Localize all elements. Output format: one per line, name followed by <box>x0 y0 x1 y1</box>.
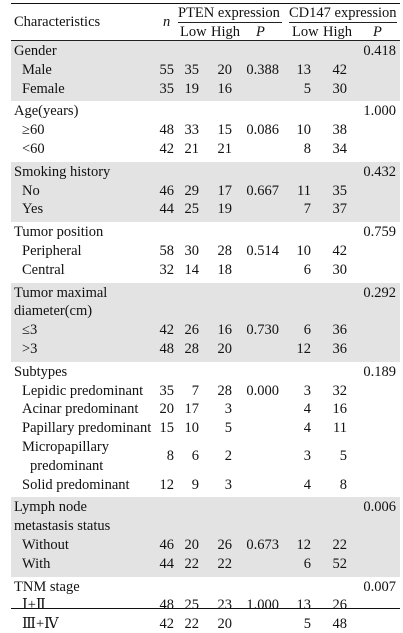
pten-low-value: 25 <box>184 201 199 218</box>
pten-high-value: 20 <box>217 616 232 633</box>
pten-low-value: 9 <box>191 476 199 493</box>
pten-low-value: 29 <box>184 182 199 199</box>
pten-p-value: 0.514 <box>246 243 279 259</box>
cd147-low-value: 12 <box>296 537 311 553</box>
group-label: Gender <box>14 43 57 59</box>
pten-low-value: 22 <box>184 616 199 633</box>
cd147-low-value: 4 <box>303 476 311 493</box>
n-value: 8 <box>166 448 174 465</box>
cd147-p-value: 0.292 <box>363 284 396 301</box>
group-label: TNM stage <box>14 578 80 595</box>
row-label: >3 <box>22 341 38 357</box>
row-label: Lepidic predominant <box>22 382 144 399</box>
header-cd147-high: High <box>323 24 352 40</box>
row-label: Acinar predominant <box>22 401 139 418</box>
pten-high-value: 15 <box>217 122 232 139</box>
cd147-high-value: 5 <box>339 448 347 465</box>
pten-high-value: 16 <box>217 80 232 97</box>
cd147-high-value: 30 <box>332 261 347 278</box>
n-value: 15 <box>159 420 174 437</box>
group-label: diameter(cm) <box>14 303 93 320</box>
pten-low-value: 22 <box>184 555 199 572</box>
cd147-low-value: 5 <box>303 80 311 97</box>
cd147-high-value: 42 <box>332 243 347 259</box>
row-label: ≤3 <box>22 322 38 339</box>
row-label: Papillary predominant <box>22 420 152 437</box>
pten-high-value: 16 <box>217 322 232 339</box>
pten-low-value: 30 <box>184 243 199 259</box>
row-label: Micropapillary <box>22 439 109 455</box>
pten-high-value: 3 <box>224 401 232 418</box>
pten-p-value: 0.673 <box>246 537 279 553</box>
row-label: Female <box>22 80 65 97</box>
cd147-high-value: 11 <box>333 420 347 437</box>
cd147-high-value: 22 <box>332 537 347 553</box>
row-label: Yes <box>22 201 44 218</box>
row-label: Male <box>22 61 52 78</box>
pten-high-value: 23 <box>217 597 232 614</box>
cd147-high-value: 30 <box>332 80 347 97</box>
cd147-high-value: 35 <box>332 182 347 199</box>
row-label: Ⅰ+Ⅱ <box>22 597 46 614</box>
row-label: Solid predominant <box>22 476 130 493</box>
header-pten-low: Low <box>180 24 207 40</box>
cd147-high-value: 26 <box>332 597 347 614</box>
n-value: 55 <box>159 61 174 78</box>
pten-high-value: 26 <box>217 537 232 553</box>
pten-high-value: 20 <box>217 341 232 357</box>
pten-low-value: 26 <box>184 322 199 339</box>
cd147-p-value: 0.432 <box>363 163 396 180</box>
header-pten-p: P <box>256 24 265 40</box>
pten-low-value: 6 <box>191 448 199 465</box>
pten-p-value: 0.730 <box>246 322 279 339</box>
cd147-low-value: 10 <box>296 243 311 259</box>
pten-low-value: 33 <box>184 122 199 139</box>
n-value: 42 <box>159 616 174 633</box>
n-value: 46 <box>159 182 174 199</box>
pten-low-value: 17 <box>184 401 199 418</box>
cd147-high-value: 8 <box>339 476 347 493</box>
pten-low-value: 14 <box>184 261 199 278</box>
pten-high-value: 20 <box>217 61 232 78</box>
cd147-low-value: 7 <box>303 201 311 218</box>
n-value: 48 <box>159 341 174 357</box>
cd147-low-value: 3 <box>303 448 311 465</box>
header-pten-expression: PTEN expression <box>178 5 280 21</box>
cd147-low-value: 5 <box>303 616 311 633</box>
pten-p-value: 0.667 <box>246 182 279 199</box>
pten-high-value: 3 <box>224 476 232 493</box>
cd147-low-value: 10 <box>296 122 311 139</box>
pten-p-value: 0.000 <box>246 382 279 399</box>
pten-high-value: 22 <box>217 555 232 572</box>
pten-low-value: 20 <box>184 537 199 553</box>
group-label: Smoking history <box>14 163 111 180</box>
n-value: 35 <box>159 80 174 97</box>
group-label: Tumor maximal <box>14 284 108 301</box>
cd147-low-value: 6 <box>303 322 311 339</box>
pten-high-value: 28 <box>217 382 232 399</box>
cd147-high-value: 38 <box>332 122 347 139</box>
cd147-high-value: 36 <box>332 322 347 339</box>
n-value: 58 <box>159 243 174 259</box>
n-value: 48 <box>159 122 174 139</box>
pten-low-value: 25 <box>184 597 199 614</box>
n-value: 42 <box>159 141 174 157</box>
group-label: Age(years) <box>14 103 79 120</box>
cd147-high-value: 48 <box>332 616 347 633</box>
n-value: 48 <box>159 597 174 614</box>
cd147-low-value: 13 <box>296 61 311 78</box>
pten-high-value: 21 <box>217 141 232 157</box>
pten-p-value: 0.086 <box>246 122 279 139</box>
cd147-low-value: 11 <box>297 182 311 199</box>
cd147-p-value: 0.759 <box>363 224 396 241</box>
cd147-high-value: 52 <box>332 555 347 572</box>
row-label: No <box>22 182 40 199</box>
row-label: <60 <box>22 141 45 157</box>
header-pten-high: High <box>211 24 240 40</box>
pten-low-value: 10 <box>184 420 199 437</box>
n-value: 20 <box>159 401 174 418</box>
pten-low-value: 28 <box>184 341 199 357</box>
n-value: 44 <box>159 201 174 218</box>
cd147-low-value: 13 <box>296 597 311 614</box>
group-label: Tumor position <box>14 224 104 241</box>
header-cd147-low: Low <box>292 24 319 40</box>
header-cd147-p: P <box>373 24 382 40</box>
cd147-high-value: 37 <box>332 201 347 218</box>
pten-low-value: 7 <box>191 382 199 399</box>
pten-p-value: 1.000 <box>246 597 279 614</box>
header-n: n <box>163 14 171 30</box>
n-value: 32 <box>159 261 174 278</box>
n-value: 46 <box>159 537 174 553</box>
pten-high-value: 17 <box>217 182 232 199</box>
cd147-p-value: 0.007 <box>363 578 396 595</box>
cd147-p-value: 0.006 <box>363 499 396 516</box>
cd147-high-value: 34 <box>332 141 347 157</box>
cd147-low-value: 4 <box>303 401 311 418</box>
bottom-rule <box>11 608 400 609</box>
cd147-high-value: 16 <box>332 401 347 418</box>
cd147-p-value: 0.189 <box>363 363 396 380</box>
cd147-low-value: 4 <box>303 420 311 437</box>
row-label: Without <box>22 537 69 553</box>
group-label: metastasis status <box>14 518 111 535</box>
header-characteristics: Characteristics <box>14 14 101 30</box>
row-label: With <box>22 555 51 572</box>
group-label: Lymph node <box>14 499 87 516</box>
header-cd147-expression: CD147 expression <box>289 5 397 21</box>
pten-high-value: 2 <box>224 448 232 465</box>
pten-low-value: 21 <box>184 141 199 157</box>
cd147-low-value: 6 <box>303 555 311 572</box>
cd147-high-value: 42 <box>332 61 347 78</box>
cd147-high-value: 36 <box>332 341 347 357</box>
n-value: 44 <box>159 555 174 572</box>
row-label: Central <box>22 261 65 278</box>
n-value: 12 <box>159 476 174 493</box>
pten-high-value: 5 <box>224 420 232 437</box>
group-label: Subtypes <box>14 363 68 380</box>
cd147-low-value: 8 <box>303 141 311 157</box>
cd147-p-value: 1.000 <box>363 103 396 120</box>
cd147-low-value: 12 <box>296 341 311 357</box>
cd147-p-value: 0.418 <box>363 43 396 59</box>
pten-low-value: 19 <box>184 80 199 97</box>
row-label: predominant <box>30 457 104 474</box>
cd147-low-value: 6 <box>303 261 311 278</box>
n-value: 42 <box>159 322 174 339</box>
pten-high-value: 19 <box>217 201 232 218</box>
row-label: Peripheral <box>22 243 82 259</box>
pten-high-value: 18 <box>217 261 232 278</box>
row-label: Ⅲ+Ⅳ <box>22 616 59 633</box>
pten-low-value: 35 <box>184 61 199 78</box>
pten-p-value: 0.388 <box>246 61 279 78</box>
row-label: ≥60 <box>22 122 45 139</box>
n-value: 35 <box>159 382 174 399</box>
cd147-high-value: 32 <box>332 382 347 399</box>
pten-high-value: 28 <box>217 243 232 259</box>
cd147-low-value: 3 <box>303 382 311 399</box>
